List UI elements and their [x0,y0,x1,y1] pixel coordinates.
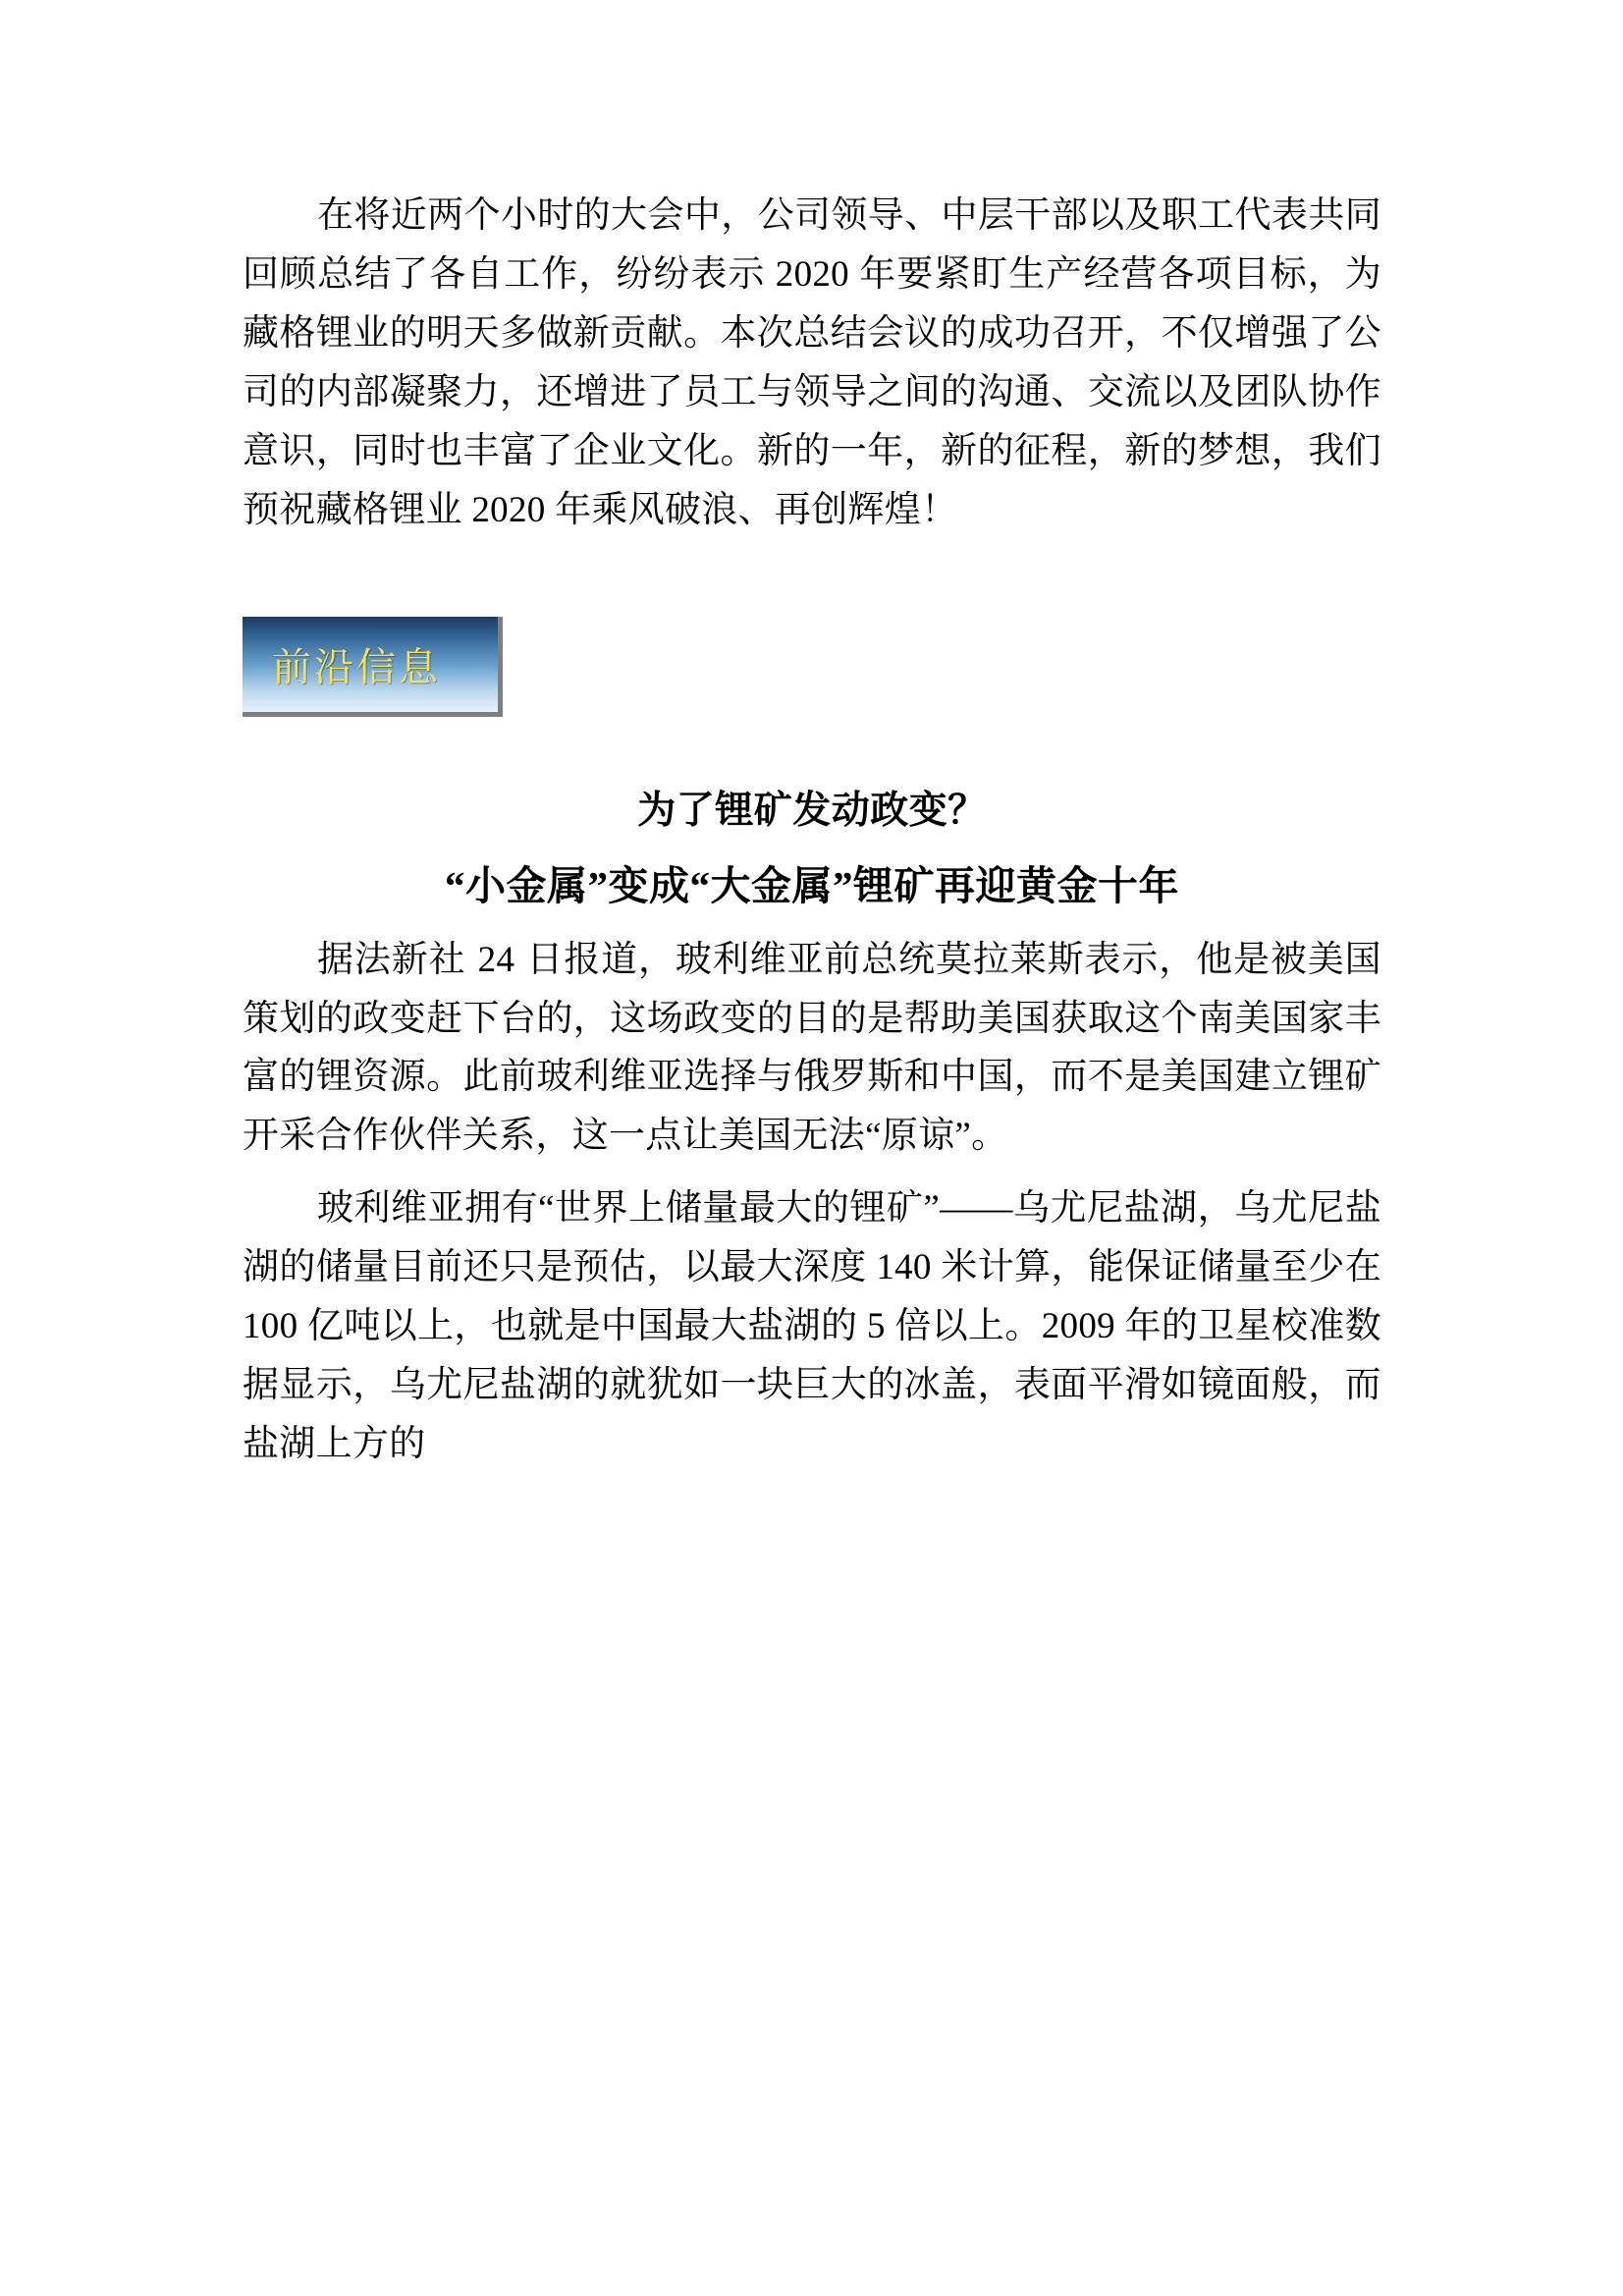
opening-paragraph: 在将近两个小时的大会中，公司领导、中层干部以及职工代表共同回顾总结了各自工作，纷纷表示 2020 年要紧盯生产经营各项目标，为藏格锂业的明天多做新贡献。本次总结会议的成功召开，不仅增强了公司的内部凝聚力，还增进了员工与领导之间的沟通、交流以及团队协作意识，同时也丰富了企业文化。新的一年，新的征程，新的梦想，我们预祝藏格锂业 2020 年乘风破浪、再创辉煌！ [243,195,1381,530]
article-subtitle: “小金属”变成“大金属”锂矿再迎黄金十年 [445,863,1179,909]
section-banner [243,617,503,717]
article-title: 为了锂矿发动政变？ [637,789,987,832]
page-content [243,187,1381,1474]
article-paragraph-1: 据法新社 24 日报道，玻利维亚前总统莫拉莱斯表示，他是被美国策划的政变赶下台的，这场政变的目的是帮助美国获取这个南美国家丰富的锂资源。此前玻利维亚选择与俄罗斯和中国，而不是美国建立锂矿开采合作伙伴关系，这一点让美国无法“原谅”。 [243,939,1381,1157]
section-banner-label: 前沿信息 [272,644,441,689]
article-paragraph-2: 玻利维亚拥有“世界上储量最大的锂矿”——乌尤尼盐湖，乌尤尼盐湖的储量目前还只是预估，以最大深度 140 米计算，能保证储量至少在 100 亿吨以上，也就是中国最大盐湖的 5 倍以上。2009 年的卫星校准数据显示，乌尤尼盐湖的就犹如一块巨大的冰盖，表面平滑如镜面般，而盐湖上方的 [243,1188,1381,1465]
